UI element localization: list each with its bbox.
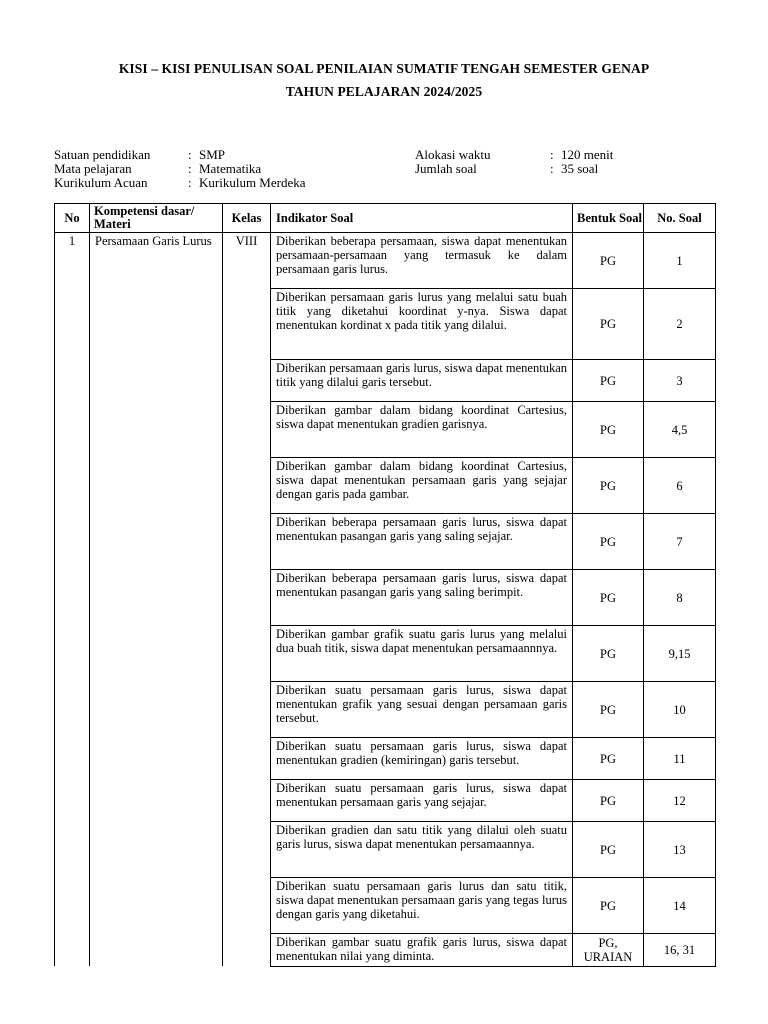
meta-value: SMP bbox=[199, 147, 226, 162]
meta-left bbox=[54, 148, 306, 190]
meta-value: Matematika bbox=[199, 161, 262, 176]
cell-bentuk: PG bbox=[573, 233, 644, 289]
cell-indikator: Diberikan beberapa persamaan garis lurus, siswa dapat menentukan pasangan garis yang saling berimpit. bbox=[271, 570, 573, 626]
cell-indikator: Diberikan beberapa persamaan garis lurus, siswa dapat menentukan pasangan garis yang saling sejajar. bbox=[271, 514, 573, 570]
cell-bentuk: PG bbox=[573, 626, 644, 682]
cell-indikator: Diberikan persamaan garis lurus yang melalui satu buah titik yang diketahui koordinat y-nya. Siswa dapat menentukan kordinat x pada titik yang dilalui. bbox=[271, 289, 573, 360]
cell-nosoal: 14 bbox=[644, 878, 716, 934]
meta-value: 120 menit bbox=[561, 147, 614, 162]
table-row bbox=[55, 233, 716, 289]
meta-label: Satuan pendidikan bbox=[54, 147, 151, 162]
cell-indikator: Diberikan suatu persamaan garis lurus, siswa dapat menentukan persamaan garis yang sejajar. bbox=[271, 780, 573, 822]
meta-row-kurikulum: Kurikulum Acuan : Kurikulum Merdeka bbox=[54, 175, 306, 190]
meta-label: Jumlah soal bbox=[415, 161, 477, 176]
kisi-table bbox=[54, 203, 716, 967]
cell-bentuk: PG bbox=[573, 822, 644, 878]
cell-nosoal: 13 bbox=[644, 822, 716, 878]
cell-nosoal: 11 bbox=[644, 738, 716, 780]
cell-indikator: Diberikan gambar grafik suatu garis lurus yang melalui dua buah titik, siswa dapat menentukan persamaannnya. bbox=[271, 626, 573, 682]
cell-bentuk: PG bbox=[573, 360, 644, 402]
cell-nosoal: 7 bbox=[644, 514, 716, 570]
cell-bentuk: PG bbox=[573, 570, 644, 626]
cell-bentuk: PG bbox=[573, 780, 644, 822]
cell-indikator: Diberikan suatu persamaan garis lurus, siswa dapat menentukan grafik yang sesuai dengan persamaan garis tersebut. bbox=[271, 682, 573, 738]
document-title: KISI – KISI PENULISAN SOAL PENILAIAN SUMATIF TENGAH SEMESTER GENAP bbox=[118, 61, 650, 76]
cell-nosoal: 2 bbox=[644, 289, 716, 360]
col-header-no: No bbox=[55, 204, 90, 233]
meta-label: Mata pelajaran bbox=[54, 161, 132, 176]
cell-kelas: VIII bbox=[223, 233, 271, 967]
cell-bentuk: PG bbox=[573, 458, 644, 514]
col-header-indikator: Indikator Soal bbox=[271, 204, 573, 233]
meta-value: 35 soal bbox=[561, 161, 599, 176]
cell-nosoal: 9,15 bbox=[644, 626, 716, 682]
cell-indikator: Diberikan beberapa persamaan, siswa dapat menentukan persamaan-persamaan yang termasuk ke dalam persamaan garis lurus. bbox=[271, 233, 573, 289]
document-subtitle: TAHUN PELAJARAN 2024/2025 bbox=[285, 84, 483, 99]
col-header-kelas: Kelas bbox=[223, 204, 271, 233]
meta-row-jumlah: Jumlah soal : 35 soal bbox=[415, 161, 599, 176]
table-body bbox=[55, 233, 716, 967]
cell-indikator: Diberikan suatu persamaan garis lurus dan satu titik, siswa dapat menentukan persamaan garis yang tegas lurus dengan garis yang diketahui. bbox=[271, 878, 573, 934]
cell-indikator: Diberikan gambar dalam bidang koordinat Cartesius, siswa dapat menentukan gradien garisnya. bbox=[271, 402, 573, 458]
cell-nosoal: 16, 31 bbox=[644, 934, 716, 967]
cell-bentuk: PG, URAIAN bbox=[573, 934, 644, 967]
col-header-kompetensi: Kompetensi dasar/ Materi bbox=[90, 204, 223, 233]
cell-indikator: Diberikan gambar dalam bidang koordinat Cartesius, siswa dapat menentukan persamaan garis yang sejajar dengan garis pada gambar. bbox=[271, 458, 573, 514]
cell-indikator: Diberikan suatu persamaan garis lurus, siswa dapat menentukan gradien (kemiringan) garis tersebut. bbox=[271, 738, 573, 780]
cell-no: 1 bbox=[55, 233, 90, 967]
cell-kompetensi: Persamaan Garis Lurus bbox=[90, 233, 223, 967]
meta-row-mapel: Mata pelajaran : Matematika bbox=[54, 161, 262, 176]
cell-bentuk: PG bbox=[573, 738, 644, 780]
meta-label: Alokasi waktu bbox=[415, 147, 491, 162]
cell-indikator: Diberikan gradien dan satu titik yang dilalui oleh suatu garis lurus, siswa dapat menentukan persamaannya. bbox=[271, 822, 573, 878]
meta-row-satuan: Satuan pendidikan : SMP bbox=[54, 147, 226, 162]
col-header-bentuk: Bentuk Soal bbox=[573, 204, 644, 233]
meta-label: Kurikulum Acuan bbox=[54, 175, 148, 190]
cell-bentuk: PG bbox=[573, 514, 644, 570]
cell-nosoal: 1 bbox=[644, 233, 716, 289]
cell-bentuk: PG bbox=[573, 682, 644, 738]
cell-nosoal: 12 bbox=[644, 780, 716, 822]
col-header-nosoal: No. Soal bbox=[644, 204, 716, 233]
cell-nosoal: 4,5 bbox=[644, 402, 716, 458]
cell-bentuk: PG bbox=[573, 402, 644, 458]
cell-nosoal: 8 bbox=[644, 570, 716, 626]
cell-bentuk: PG bbox=[573, 289, 644, 360]
meta-value: Kurikulum Merdeka bbox=[199, 175, 306, 190]
cell-nosoal: 6 bbox=[644, 458, 716, 514]
cell-nosoal: 3 bbox=[644, 360, 716, 402]
cell-bentuk: PG bbox=[573, 878, 644, 934]
meta-right bbox=[415, 148, 613, 176]
cell-indikator: Diberikan gambar suatu grafik garis lurus, siswa dapat menentukan nilai yang diminta. bbox=[271, 934, 573, 967]
cell-nosoal: 10 bbox=[644, 682, 716, 738]
table-header-row bbox=[55, 204, 716, 233]
cell-indikator: Diberikan persamaan garis lurus, siswa dapat menentukan titik yang dilalui garis tersebut. bbox=[271, 360, 573, 402]
meta-row-alokasi: Alokasi waktu : 120 menit bbox=[415, 147, 614, 162]
